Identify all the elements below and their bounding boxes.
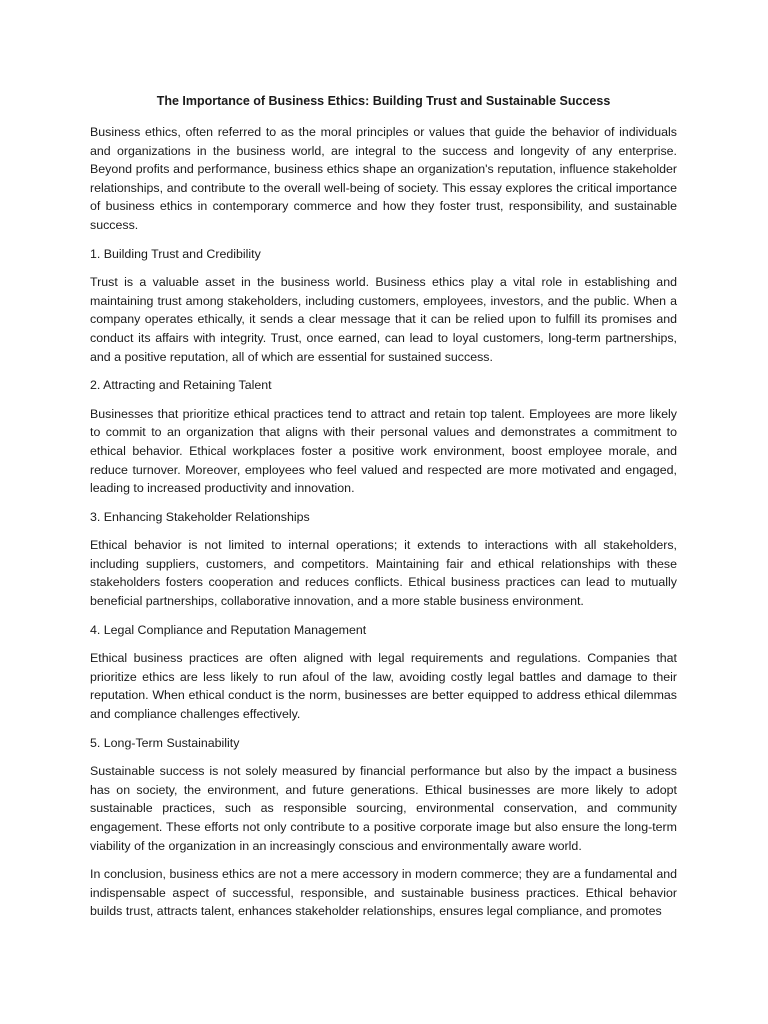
document-page — [90, 92, 677, 931]
intro-paragraph: Business ethics, often referred to as the moral principles or values that guide the behavior of individuals and organizations in the business world, are integral to the success and longevity of any enterprise. Beyond profits and performance, business ethics shape an organization's reputation, influence stakeholder relationships, and contribute to the overall well-being of society. This essay explores the critical importance of business ethics in contemporary commerce and how they foster trust, responsibility, and sustainable success. — [90, 125, 677, 232]
section-1-heading: 1. Building Trust and Credibility — [90, 246, 261, 261]
document-title: The Importance of Business Ethics: Building Trust and Sustainable Success — [156, 94, 611, 108]
conclusion-paragraph: In conclusion, business ethics are not a mere accessory in modern commerce; they are a fundamental and indispensable aspect of successful, responsible, and sustainable business practices. Ethical behavior builds trust, attracts talent, enhances stakeholder relationships, ensures legal compliance, and promotes — [90, 867, 677, 919]
section-3-heading: 3. Enhancing Stakeholder Relationships — [90, 509, 310, 524]
section-4-body: Ethical business practices are often aligned with legal requirements and regulations. Companies that prioritize ethics are less likely to run afoul of the law, avoiding costly legal battles and damage to their reputation. When ethical conduct is the norm, businesses are better equipped to address ethical dilemmas and compliance challenges effectively. — [90, 651, 677, 722]
section-5-heading: 5. Long-Term Sustainability — [90, 735, 240, 750]
section-4-heading: 4. Legal Compliance and Reputation Management — [90, 622, 367, 637]
section-1-body: Trust is a valuable asset in the business world. Business ethics play a vital role in establishing and maintaining trust among stakeholders, including customers, employees, investors, and the public. When a company operates ethically, it sends a clear message that it can be relied upon to fulfill its promises and conduct its affairs with integrity. Trust, once earned, can lead to loyal customers, long-term partnerships, and a positive reputation, all of which are essential for sustained success. — [90, 275, 677, 364]
section-5-body: Sustainable success is not solely measured by financial performance but also by the impact a business has on society, the environment, and future generations. Ethical businesses are more likely to adopt sustainable practices, such as responsible sourcing, environmental conservation, and community engagement. These efforts not only contribute to a positive corporate image but also ensure the long-term viability of the organization in an increasingly conscious and environmentally aware world. — [90, 764, 677, 853]
section-2-body: Businesses that prioritize ethical practices tend to attract and retain top talent. Employees are more likely to commit to an organization that aligns with their personal values and demonstrates a commitment to ethical behavior. Ethical workplaces foster a positive work environment, boost employee morale, and reduce turnover. Moreover, employees who feel valued and respected are more motivated and engaged, leading to increased productivity and innovation. — [90, 406, 677, 496]
section-3-body: Ethical behavior is not limited to internal operations; it extends to interactions with all stakeholders, including suppliers, customers, and competitors. Maintaining fair and ethical relationships with these stakeholders fosters cooperation and reduces conflicts. Ethical business practices can lead to mutually beneficial partnerships, collaborative innovation, and a more stable business environment. — [90, 538, 677, 609]
section-2-heading: 2. Attracting and Retaining Talent — [90, 378, 272, 393]
